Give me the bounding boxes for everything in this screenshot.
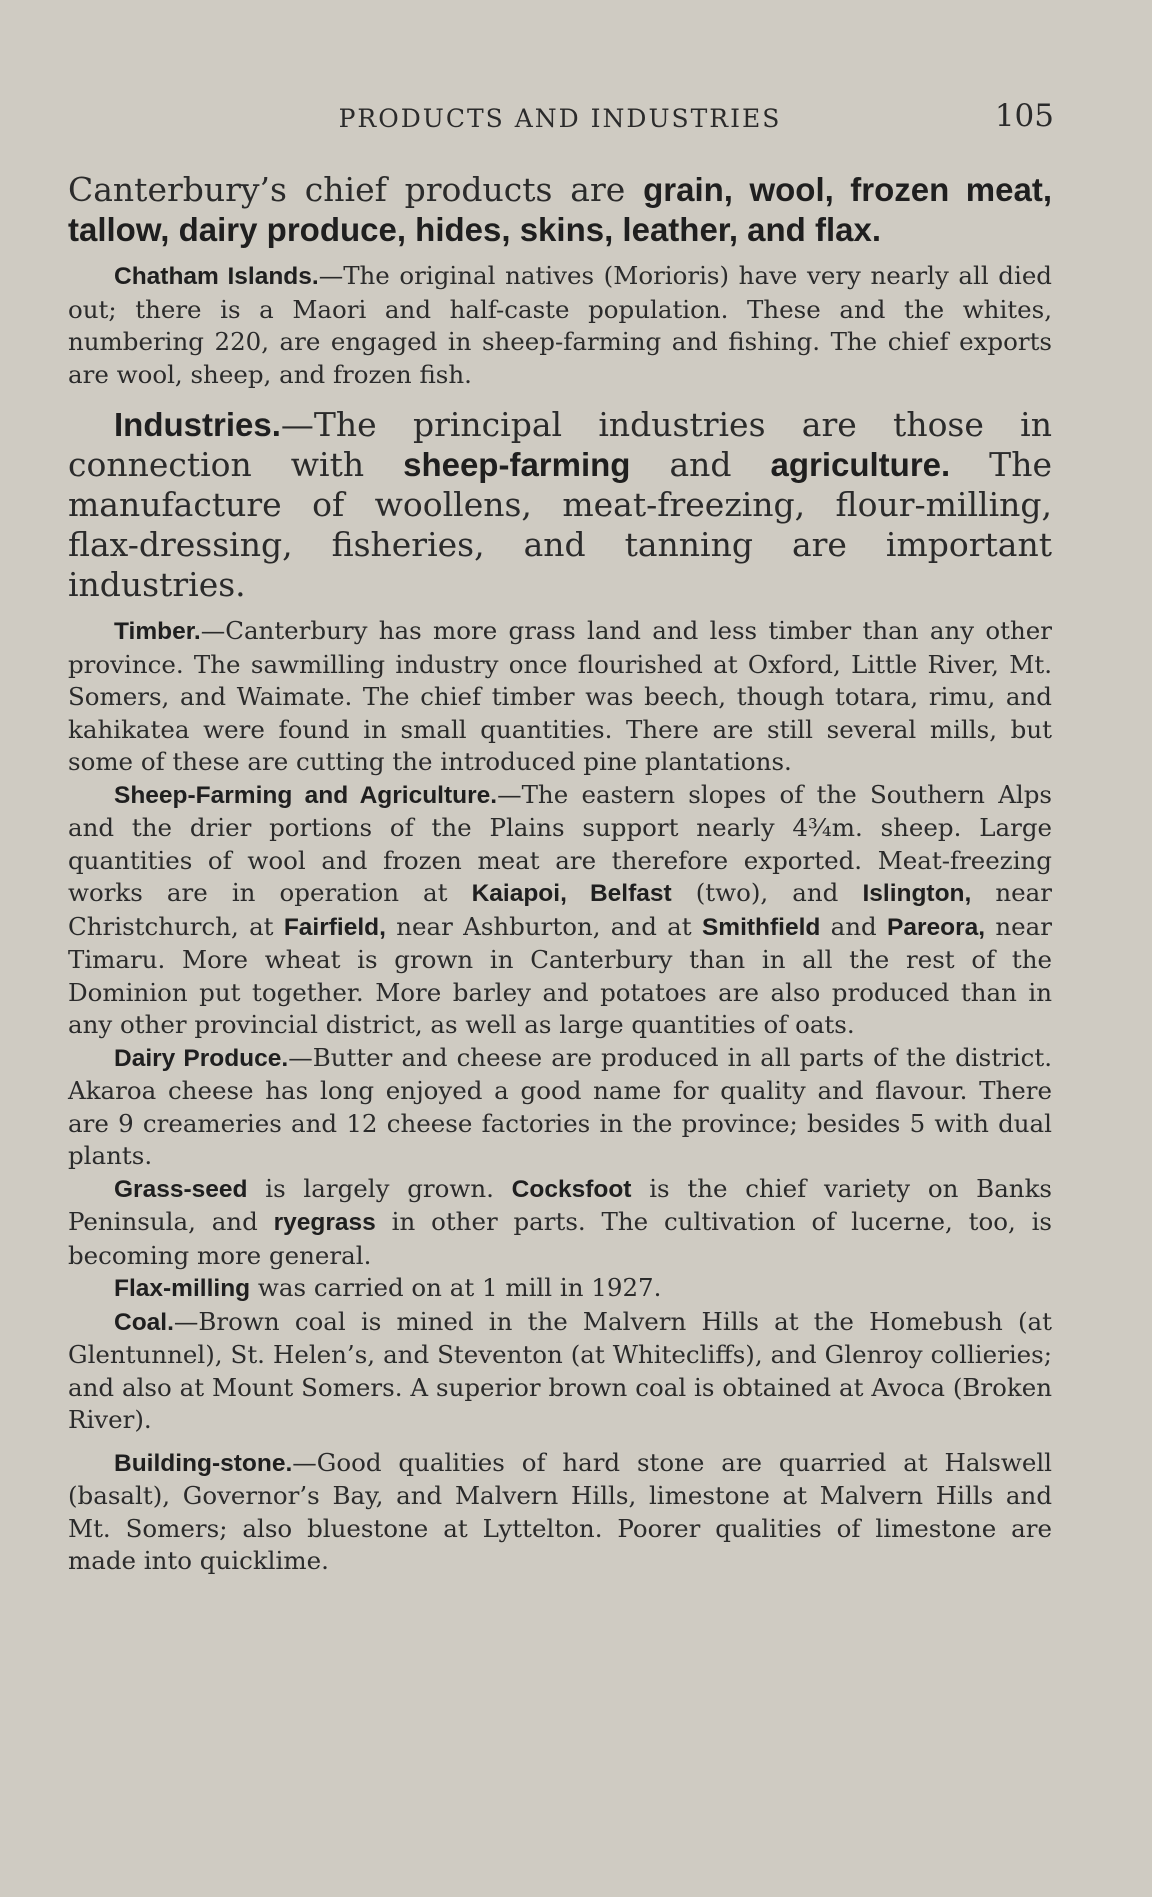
section-heading: Grass-seed [114,1175,248,1203]
paragraph-industries: Industries.—The principal industries are those in connection with sheep-farming and agriculture. The manufacture of woollens, meat-freezing, flour-milling, flax-dressing, fisheries, and tanning are important industries. [68,405,1052,604]
page-number: 105 [994,98,1054,134]
paragraph-timber: Timber.—Canterbury has more grass land and less timber than any other province. The sawmilling industry once flourished at Oxford, Little River, Mt. Somers, and Waimate. The chief timber was beech, though totara, rimu, and kahikatea were found in small quantities. There are still several mills, but some of these are cutting the introduced pine plantations. [68,616,1052,776]
paragraph-sheep-farming: Sheep-Farming and Agriculture.—The eastern slopes of the Southern Alps and the drier portions of the Plains support nearly 4¾m. sheep. Large quantities of wool and frozen meat are therefore exported. Meat-freezing works are in operation at Kaiapoi, Belfast (two), and Islington, near Christchurch, at Fairfield, near Ashburton, and at Smithfield and Pareora, near Timaru. More wheat is grown in Canterbury than in all the rest of the Dominion put together. More barley and potatoes are also produced than in any other provincial district, as well as large quantities of oats. [68,779,1052,1039]
section-heading: Sheep-Farming and Agriculture. [114,781,498,809]
paragraph-flax-milling: Flax-milling was carried on at 1 mill in 1927. [114,1273,662,1302]
section-heading: Building-stone. [114,1449,293,1477]
paragraph-grass-seed: Grass-seed is largely grown. Cocksfoot is the chief variety on Banks Peninsula, and ryegrass in other parts. The cultivation of lucerne, too, is becoming more general. [68,1173,1052,1270]
paragraph-canterbury-products: Canterbury’s chief products are grain, wool, frozen meat, tallow, dairy produce, hides, skins, leather, and flax. [68,170,1052,248]
paragraph-dairy-produce: Dairy Produce.—Butter and cheese are produced in all parts of the district. Akaroa cheese has long enjoyed a good name for quality and flavour. There are 9 creameries and 12 cheese factories in the province; besides 5 with dual plants. [68,1042,1052,1170]
section-heading: Flax-milling [114,1275,251,1302]
section-heading: Chatham Islands. [114,263,319,290]
page-body [68,170,1052,1578]
paragraph-coal: Coal.—Brown coal is mined in the Malvern Hills at the Homebush (at Glentunnel), St. Helen’s, and Steventon (at Whitecliffs), and Glenroy collieries; and also at Mount Somers. A superior brown coal is obtained at Avoca (Broken River). [68,1306,1052,1434]
page-header [66,98,1054,138]
section-heading: Dairy Produce. [114,1044,289,1072]
section-heading: Industries. [114,406,281,443]
paragraph-building-stone: Building-stone.—Good qualities of hard stone are quarried at Halswell (basalt), Governor’s Bay, and Malvern Hills, limestone at Malvern Hills and Mt. Somers; also bluestone at Lyttelton. Poorer qualities of limestone are made into quicklime. [68,1447,1052,1575]
running-title: PRODUCTS AND INDUSTRIES [338,104,782,133]
paragraph-chatham-islands: Chatham Islands.—The original natives (Morioris) have very nearly all died out; there is a Maori and half-caste population. These and the whites, numbering 220, are engaged in sheep-farming and fishing. The chief exports are wool, sheep, and frozen fish. [68,261,1052,389]
section-heading: Timber. [114,618,201,645]
section-heading: Coal. [114,1308,174,1336]
